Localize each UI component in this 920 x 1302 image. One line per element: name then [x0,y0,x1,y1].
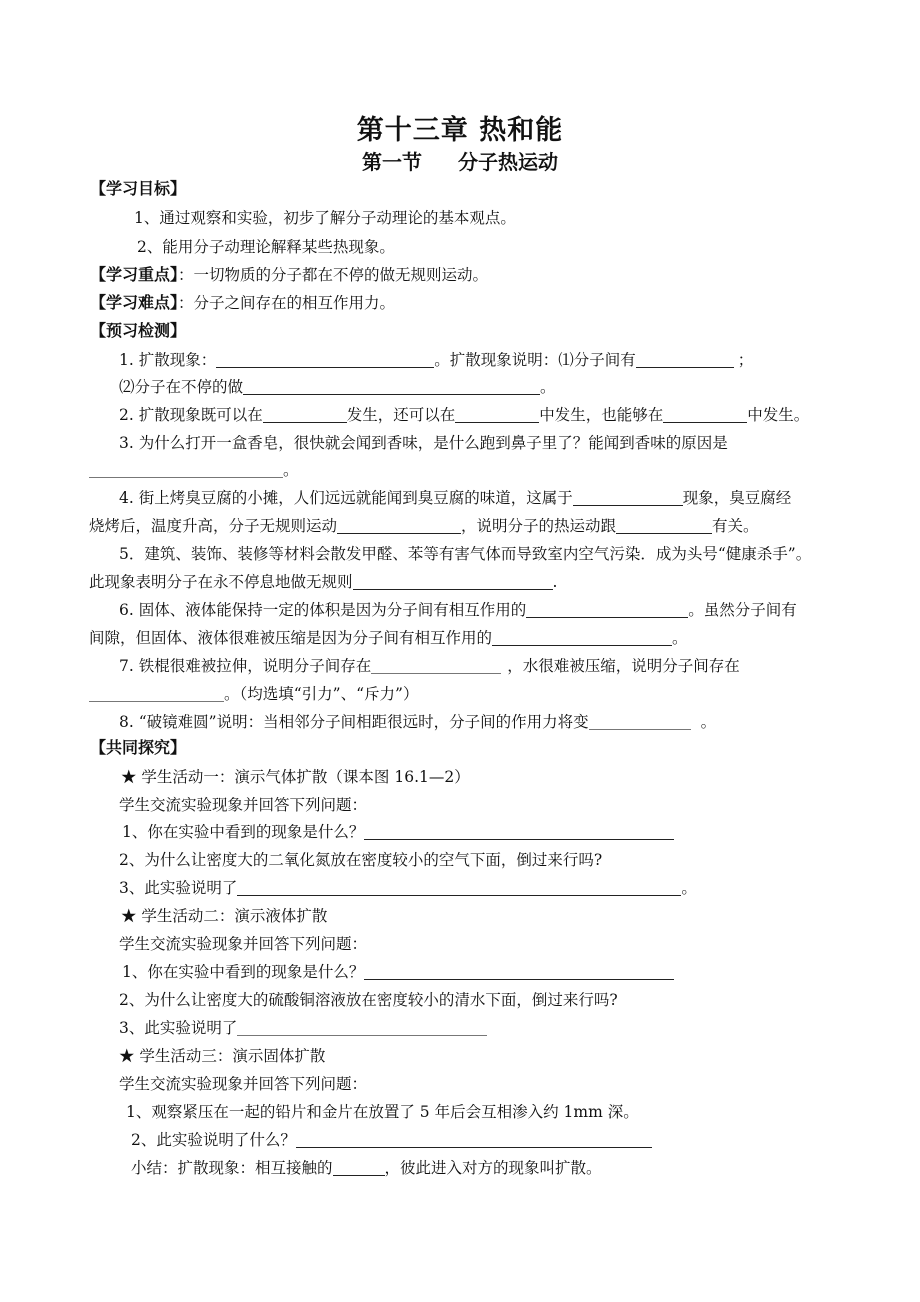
answer-blank[interactable] [364,823,674,840]
answer-blank[interactable] [337,517,461,534]
activity-3-title: ★ 学生活动三：演示固体扩散 [119,1047,326,1065]
goals-heading: 【学习目标】 [90,179,187,198]
preview-q5-line1: 5．建筑、装饰、装修等材料会散发甲醛、苯等有害气体而导致室内空气污染．成为头号“健康杀手”。 [119,545,812,563]
goal-item-1: 1、通过观察和实验，初步了解分子动理论的基本观点。 [134,209,516,227]
activity-1-q1: 1、你在实验中看到的现象是什么？ [122,821,674,843]
preview-heading: 【预习检测】 [90,321,187,340]
answer-blank[interactable] [589,713,691,730]
answer-blank[interactable] [216,351,434,368]
preview-q4-line1: 4. 街上烤臭豆腐的小摊，人们远远就能闻到臭豆腐的味道，这属于 现象，臭豆腐经 [119,489,792,507]
preview-q7-line1: 7. 铁棍很难被拉伸，说明分子间存在 ，水很难被压缩，说明分子间存在 [119,657,740,675]
activity-2-q1: 1、你在实验中看到的现象是什么？ [122,961,674,983]
key-point-line [90,264,488,286]
answer-blank[interactable] [455,406,539,423]
goal-item-2: 2、能用分子动理论解释某些热现象。 [137,238,395,256]
explore-heading: 【共同探究】 [90,738,187,757]
preview-q2: 2. 扩散现象既可以在 发生，还可以在 中发生，也能够在 中发生。 [119,406,810,424]
preview-q1-line2: ⑵分子在不停的做 。 [119,378,556,396]
chapter-title: 第十三章 热和能 [356,115,564,146]
section-title [0,146,920,175]
difficulty-text: ：分子之间存在的相互作用力。 [178,294,396,312]
answer-blank[interactable] [243,378,540,395]
answer-blank[interactable] [636,351,734,368]
preview-q4-line2: 烧烤后，温度升高，分子无规则运动 ，说明分子的热运动跟 有关。 [89,517,759,535]
preview-q6-line2: 间隙，但固体、液体很难被压缩是因为分子间有相互作用的 。 [89,629,688,647]
preview-q7-line2: 。（均选填“引力”、“斥力”） [89,683,418,705]
key-point-label: 【学习重点】 [90,265,179,284]
key-point-text: ：一切物质的分子都在不停的做无规则运动。 [178,266,489,284]
activity-2-title: ★ 学生活动二：演示液体扩散 [121,907,328,925]
preview-q6-line1: 6. 固体、液体能保持一定的体积是因为分子间有相互作用的 。虽然分子间有 [119,601,797,619]
preview-q3-line1: 3. 为什么打开一盒香皂，很快就会闻到香味，是什么跑到鼻子里了？能闻到香味的原因是 [119,434,728,452]
activity-3-q1: 1、观察紧压在一起的铅片和金片在放置了 5 年后会互相渗入约 1mm 深。 [126,1103,639,1121]
activity-1-title: ★ 学生活动一：演示气体扩散（课本图 16.1—2） [121,768,470,786]
answer-blank[interactable] [263,406,347,423]
answer-blank[interactable] [89,461,283,478]
activity-2-intro: 学生交流实验现象并回答下列问题： [119,935,368,953]
activity-2-q3: 3、此实验说明了 [119,1017,487,1039]
section-number: 第一节 [362,150,422,174]
answer-blank[interactable] [663,406,747,423]
preview-q5-line2: 此现象表明分子在永不停息地做无规则 . [89,573,558,591]
preview-q8: 8. “破镜难圆”说明：当相邻分子间相距很远时，分子间的作用力将变 。 [119,713,717,731]
answer-blank[interactable] [296,1131,652,1148]
answer-blank[interactable] [237,879,681,896]
summary-line: 小结：扩散现象：相互接触的 ，彼此进入对方的现象叫扩散。 [131,1159,602,1177]
activity-1-intro: 学生交流实验现象并回答下列问题： [119,796,368,814]
difficulty-line [90,292,395,314]
activity-1-q3: 3、此实验说明了 。 [119,879,697,897]
answer-blank[interactable] [616,517,712,534]
section-name: 分子热运动 [458,150,558,174]
answer-blank[interactable] [492,629,672,646]
answer-blank[interactable] [353,573,553,590]
activity-3-intro: 学生交流实验现象并回答下列问题： [119,1075,368,1093]
answer-blank[interactable] [237,1019,487,1036]
activity-2-q2: 2、为什么让密度大的硫酸铜溶液放在密度较小的清水下面，倒过来行吗? [119,991,618,1009]
answer-blank[interactable] [371,657,501,674]
activity-3-q2: 2、此实验说明了什么？ [131,1129,652,1151]
difficulty-label: 【学习难点】 [90,293,179,312]
answer-blank[interactable] [333,1159,385,1176]
answer-blank[interactable] [364,963,674,980]
answer-blank[interactable] [526,601,688,618]
activity-1-q2: 2、为什么让密度大的二氧化氮放在密度较小的空气下面，倒过来行吗? [119,851,603,869]
answer-blank[interactable] [89,685,224,702]
answer-blank[interactable] [573,489,683,506]
preview-q3-line2: 。 [89,459,299,481]
preview-q1-line1: 1. 扩散现象： 。扩散现象说明：⑴分子间有 ； [119,351,754,369]
